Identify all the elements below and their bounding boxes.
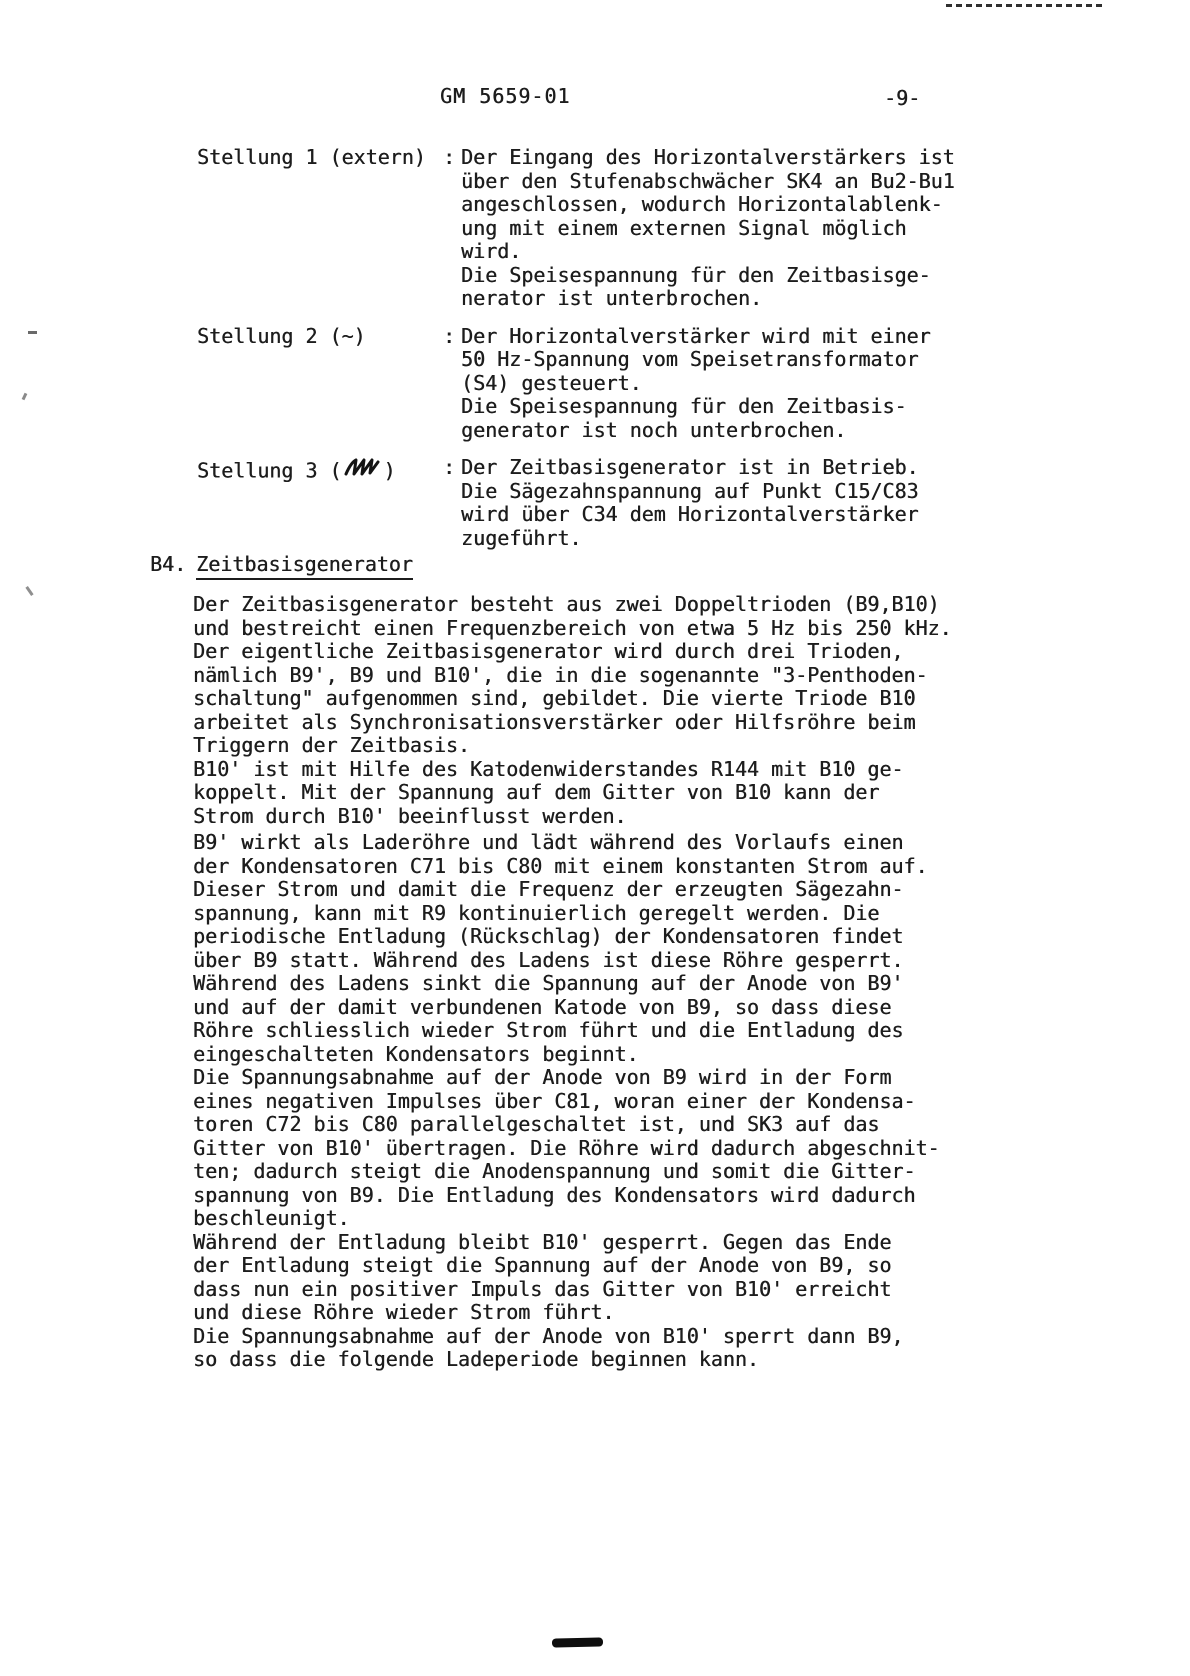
- text-line: der Kondensatoren C71 bis C80 mit einem konstanten Strom auf.: [193, 853, 928, 878]
- text-line: B10' ist mit Hilfe des Katodenwiderstandes R144 mit B10 ge-: [193, 756, 904, 781]
- text-line: 50 Hz-Spannung vom Speisetransformator: [461, 347, 919, 371]
- text-line: spannung von B9. Die Entladung des Kondensators wird dadurch: [193, 1182, 916, 1207]
- text-line: dass nun ein positiver Impuls das Gitter von B10' erreicht: [193, 1276, 892, 1301]
- text-line: Die Speisespannung für den Zeitbasisge-: [461, 262, 931, 287]
- text-line: Der Eingang des Horizontalverstärkers ist: [461, 145, 955, 169]
- stellung-1-item: [197, 146, 967, 311]
- text-line: Strom durch B10' beeinflusst werden.: [193, 803, 627, 828]
- text-line: Triggern der Zeitbasis.: [193, 733, 470, 757]
- text-line: und bestreicht einen Frequenzbereich von etwa 5 Hz bis 250 kHz.: [193, 615, 952, 640]
- stellung-3-label-close: ): [383, 458, 396, 483]
- text-line: eingeschalteten Kondensators beginnt.: [193, 1041, 639, 1066]
- text-line: generator ist noch unterbrochen.: [461, 417, 847, 442]
- text-line: Der eigentliche Zeitbasisgenerator wird durch drei Trioden,: [193, 639, 904, 663]
- stellung-3-label: [197, 456, 443, 488]
- stellung-1-description: [461, 146, 967, 311]
- stellung-1-colon: :: [443, 145, 456, 169]
- text-line: Die Spannungsabnahme auf der Anode von B10' sperrt dann B9,: [193, 1323, 904, 1348]
- scan-artifact-margin-tick: [22, 393, 28, 401]
- text-line: nerator ist unterbrochen.: [461, 286, 763, 310]
- text-line: so dass die folgende Ladeperiode beginnen kann.: [193, 1347, 759, 1371]
- text-line: wird über C34 dem Horizontalverstärker: [461, 502, 919, 526]
- text-line: der Entladung steigt die Spannung auf der Anode von B9, so: [193, 1253, 892, 1277]
- text-line: und auf der damit verbundenen Katode von B9, so dass diese: [193, 994, 892, 1019]
- stellung-2-colon: :: [443, 323, 456, 348]
- text-line: und diese Röhre wieder Strom führt.: [193, 1300, 615, 1324]
- section-title: Zeitbasisgenerator: [196, 552, 413, 580]
- text-line: arbeitet als Synchronisationsverstärker oder Hilfsröhre beim: [193, 709, 916, 734]
- text-line: Die Spannungsabnahme auf der Anode von B9 wird in der Form: [193, 1065, 892, 1089]
- page-number: -9-: [884, 86, 921, 110]
- paragraph-2: [193, 831, 963, 1372]
- section-number: B4.: [150, 552, 187, 576]
- text-line: über B9 statt. Während des Ladens ist diese Röhre gesperrt.: [193, 947, 904, 972]
- text-line: ten; dadurch steigt die Anodenspannung und somit die Gitter-: [193, 1159, 916, 1183]
- stellung-3-item: [197, 456, 967, 550]
- text-line: Während der Entladung bleibt B10' gesperrt. Gegen das Ende: [193, 1229, 892, 1254]
- stellung-3-label-text: Stellung 3 (: [197, 458, 342, 483]
- scan-artifact-dashed-line: [946, 4, 1104, 7]
- text-line: B9' wirkt als Laderöhre und lädt während des Vorlaufs einen: [193, 830, 904, 854]
- text-line: Der Zeitbasisgenerator besteht aus zwei Doppeltrioden (B9,B10): [193, 592, 940, 616]
- paragraph-1: [193, 593, 963, 828]
- stellung-2-label: Stellung 2 (~): [197, 323, 366, 348]
- scan-artifact-margin-dash: [28, 331, 37, 334]
- text-line: zugeführt.: [461, 525, 582, 550]
- sawtooth-waveform-icon: [343, 456, 383, 484]
- text-line: Die Speisespannung für den Zeitbasis-: [461, 394, 907, 418]
- text-line: Dieser Strom und damit die Frequenz der erzeugten Sägezahn-: [193, 877, 904, 901]
- scan-artifact-margin-slash: [25, 586, 33, 596]
- text-line: Während des Ladens sinkt die Spannung auf der Anode von B9': [193, 971, 904, 995]
- stellung-3-colon: :: [443, 455, 456, 479]
- text-line: angeschlossen, wodurch Horizontalablenk-: [461, 192, 943, 216]
- text-line: Röhre schliesslich wieder Strom führt und die Entladung des: [193, 1018, 904, 1042]
- text-line: Der Zeitbasisgenerator ist in Betrieb.: [461, 455, 919, 479]
- scan-artifact-bottom-bar: [552, 1637, 603, 1647]
- text-line: Die Sägezahnspannung auf Punkt C15/C83: [461, 478, 919, 503]
- text-line: schaltung" aufgenommen sind, gebildet. Die vierte Triode B10: [193, 686, 916, 710]
- switch-position-list: [197, 146, 967, 550]
- text-line: über den Stufenabschwächer SK4 an Bu2-Bu1: [461, 168, 955, 193]
- stellung-2-description: [461, 325, 967, 443]
- stellung-3-description: [461, 456, 967, 550]
- text-line: spannung, kann mit R9 kontinuierlich geregelt werden. Die: [193, 900, 880, 925]
- stellung-2-item: [197, 325, 967, 443]
- text-line: eines negativen Impulses über C81, woran einer der Kondensa-: [193, 1088, 916, 1113]
- stellung-1-label: Stellung 1 (extern): [197, 145, 426, 169]
- text-line: Der Horizontalverstärker wird mit einer: [461, 323, 931, 348]
- text-line: Gitter von B10' übertragen. Die Röhre wird dadurch abgeschnit-: [193, 1135, 940, 1160]
- text-line: koppelt. Mit der Spannung auf dem Gitter von B10 kann der: [193, 780, 880, 804]
- text-line: ung mit einem externen Signal möglich: [461, 215, 907, 240]
- document-number: GM 5659-01: [440, 84, 571, 108]
- text-line: toren C72 bis C80 parallelgeschaltet ist, und SK3 auf das: [193, 1112, 880, 1136]
- text-line: (S4) gesteuert.: [461, 370, 642, 395]
- text-line: nämlich B9', B9 und B10', die in die sogenannte "3-Penthoden-: [193, 662, 928, 687]
- section-heading: [150, 552, 413, 580]
- text-line: beschleunigt.: [193, 1206, 350, 1230]
- text-line: periodische Entladung (Rückschlag) der Kondensatoren findet: [193, 924, 904, 948]
- text-line: wird.: [461, 239, 522, 263]
